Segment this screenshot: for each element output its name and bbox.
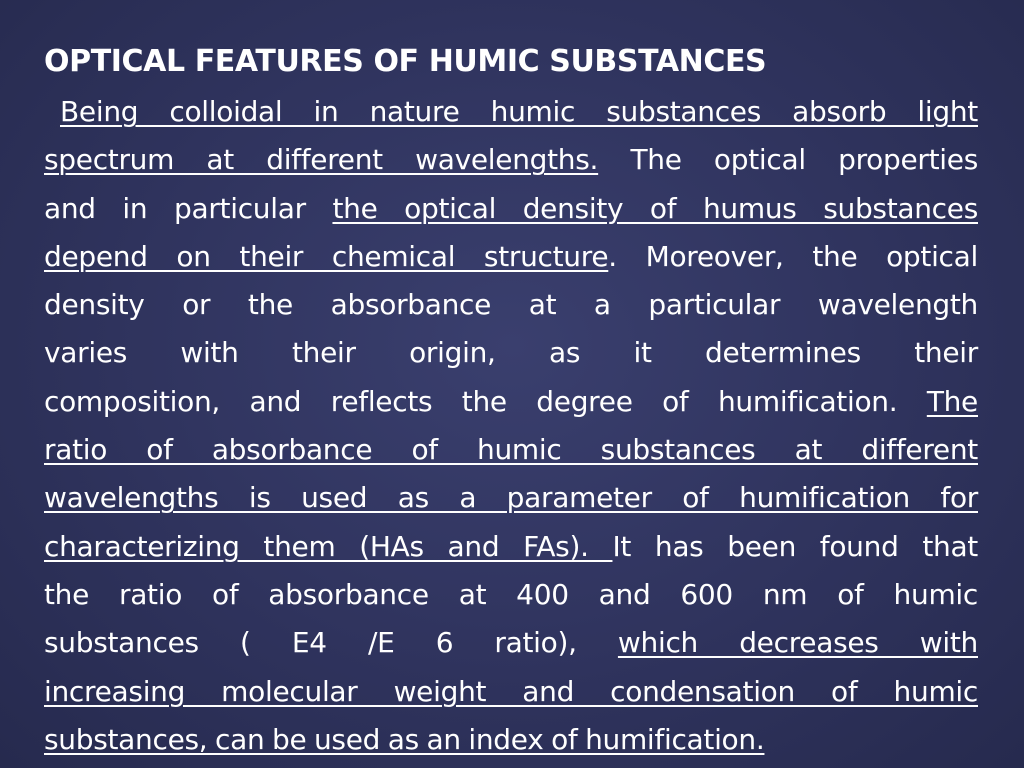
body-text: . Moreover, the optical	[608, 239, 978, 273]
body-line	[44, 619, 978, 667]
body-line	[44, 185, 978, 233]
underlined-text: The	[926, 384, 978, 418]
body-line	[44, 378, 978, 426]
body-line	[44, 329, 978, 377]
underlined-text: wavelengths is used as a parameter of humification for	[44, 481, 978, 515]
slide-title: OPTICAL FEATURES OF HUMIC SUBSTANCES	[44, 44, 767, 79]
body-text: and in particular	[44, 191, 333, 225]
slide-body-text	[44, 88, 978, 764]
body-text: The optical properties	[598, 143, 978, 177]
underlined-text: the optical density of humus substances	[332, 191, 978, 225]
body-text: It has been found that	[612, 529, 978, 563]
body-line	[44, 88, 978, 136]
underlined-text: characterizing them (HAs and FAs).	[44, 529, 613, 563]
body-line	[44, 716, 978, 764]
body-text: varies with their origin, as it determines their	[44, 336, 978, 370]
underlined-text: ratio of absorbance of humic substances at different	[44, 433, 978, 467]
underlined-text: spectrum at different wavelengths.	[44, 143, 599, 177]
body-text: composition, and reflects the degree of humification.	[44, 384, 927, 418]
underlined-text: substances, can be used as an index of humification.	[44, 722, 765, 756]
body-line	[44, 523, 978, 571]
body-line	[44, 281, 978, 329]
body-line	[44, 233, 978, 281]
body-text: substances ( E4 /E 6 ratio),	[44, 626, 618, 660]
body-line	[44, 136, 978, 184]
underlined-text: increasing molecular weight and condensation of humic	[44, 674, 978, 708]
body-text: density or the absorbance at a particular wavelength	[44, 288, 978, 322]
body-line	[44, 426, 978, 474]
underlined-text: which decreases with	[617, 626, 978, 660]
body-line	[44, 668, 978, 716]
body-line	[44, 571, 978, 619]
body-line	[44, 474, 978, 522]
underlined-text: depend on their chemical structure	[44, 239, 609, 273]
body-text: the ratio of absorbance at 400 and 600 nm of humic	[44, 577, 978, 611]
underlined-text: Being colloidal in nature humic substances absorb light	[60, 95, 978, 128]
